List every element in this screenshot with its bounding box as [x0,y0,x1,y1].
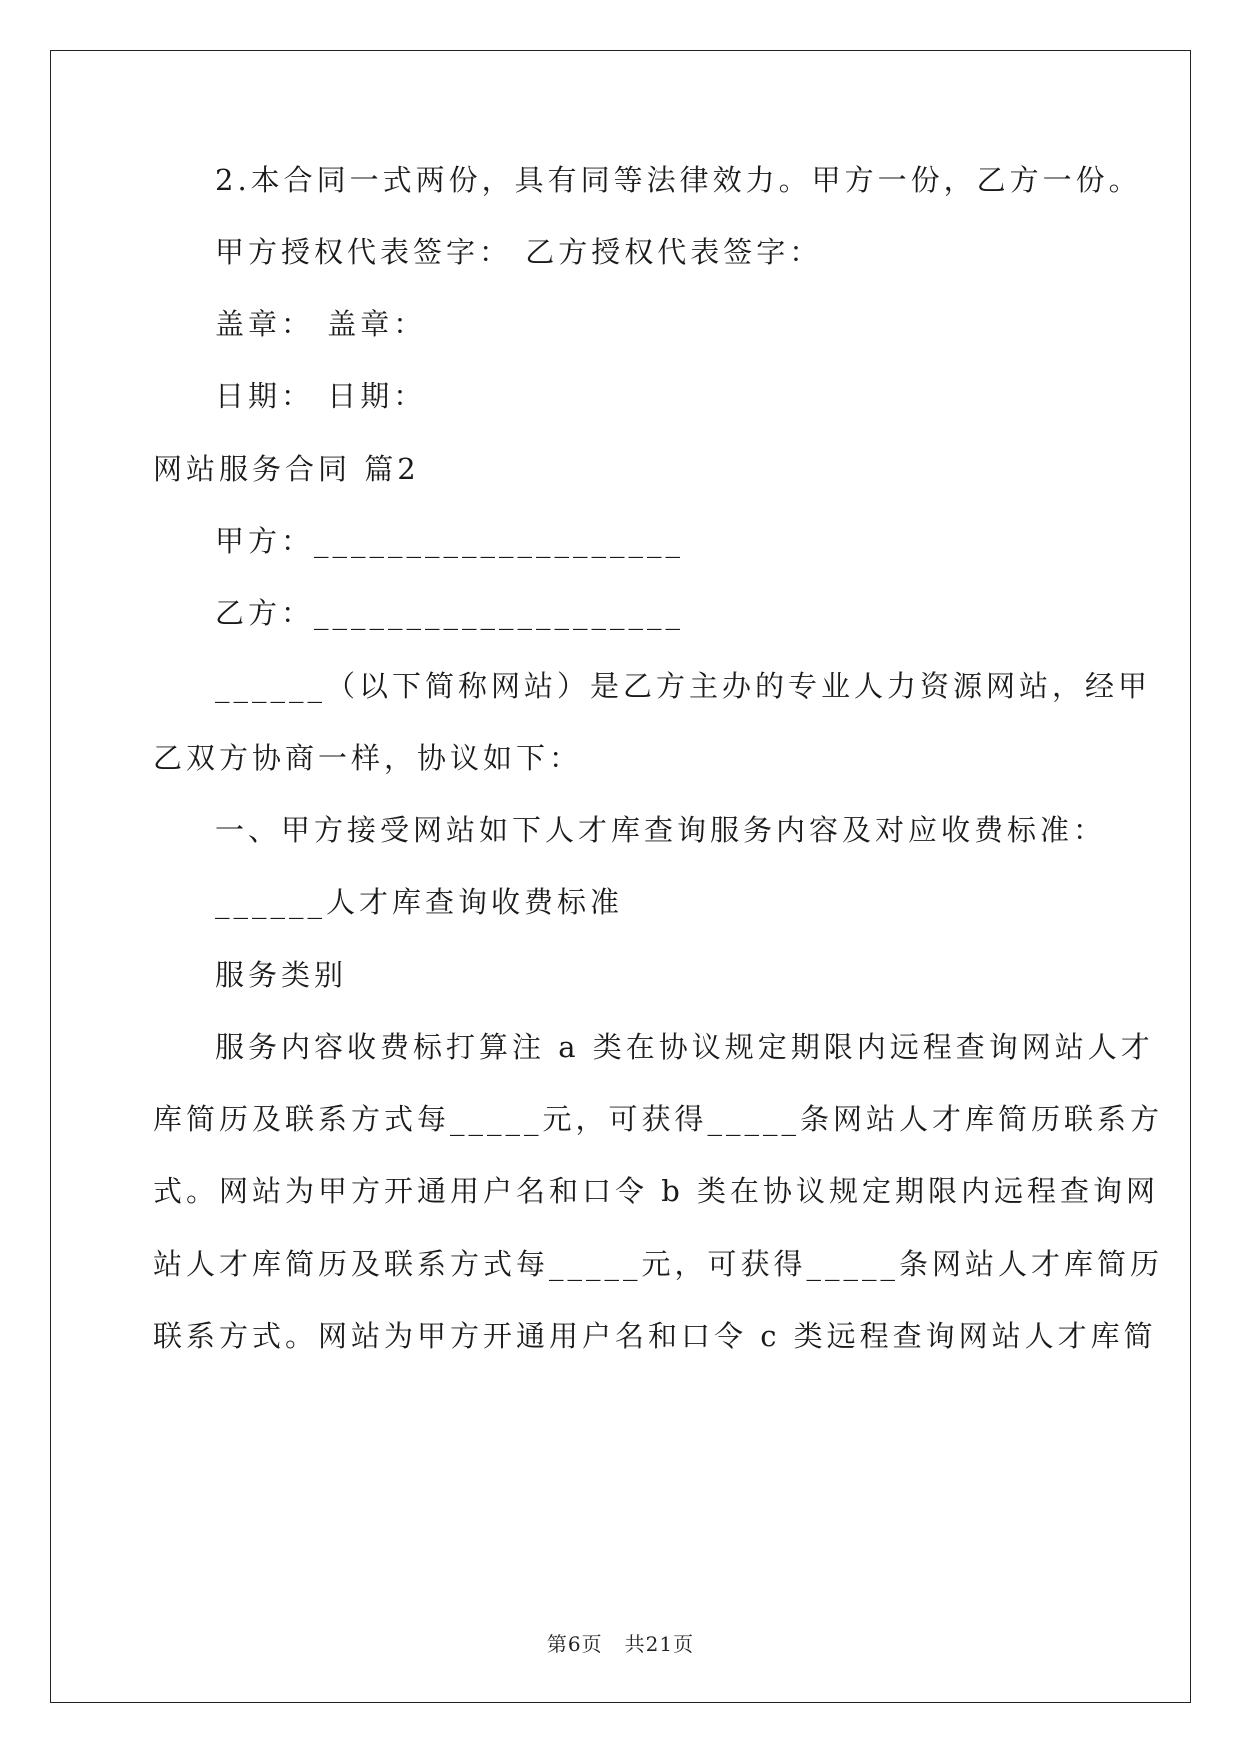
signature-representatives-line: 甲方授权代表签字： 乙方授权代表签字： [215,235,823,269]
page-total: 共21页 [624,1632,695,1656]
seal-line: 盖章： 盖章： [215,307,427,341]
page-border [50,50,1191,1703]
service-content-line-3: 式。网站为甲方开通用户名和口令 b 类在协议规定期限内远程查询网 [153,1174,1160,1208]
date-line: 日期： 日期： [215,379,427,413]
fee-standard-title: ______人才库查询收费标准 [215,885,624,919]
page-number: 第6页 [546,1632,603,1656]
party-b-line: 乙方：____________________ [215,596,685,630]
page-footer [0,1628,1241,1657]
service-content-line-2: 库简历及联系方式每_____元，可获得_____条网站人才库简历联系方 [153,1102,1164,1136]
paragraph-copies-clause: 2.本合同一式两份，具有同等法律效力。甲方一份，乙方一份。 [215,163,1142,197]
clause-one-heading: 一、甲方接受网站如下人才库查询服务内容及对应收费标准： [215,813,1107,847]
intro-paragraph-line-1: ______（以下简称网站）是乙方主办的专业人力资源网站，经甲 [215,669,1152,703]
service-content-line-1: 服务内容收费标打算注 a 类在协议规定期限内远程查询网站人才 [215,1030,1154,1064]
intro-paragraph-line-2: 乙双方协商一样，协议如下： [153,741,583,775]
service-content-line-5: 联系方式。网站为甲方开通用户名和口令 c 类远程查询网站人才库简 [153,1319,1157,1353]
section-heading: 网站服务合同 篇2 [153,452,420,486]
service-content-line-4: 站人才库简历及联系方式每_____元，可获得_____条网站人才库简历 [153,1247,1164,1281]
party-a-line: 甲方：____________________ [215,524,685,558]
service-category-label: 服务类别 [215,958,348,992]
